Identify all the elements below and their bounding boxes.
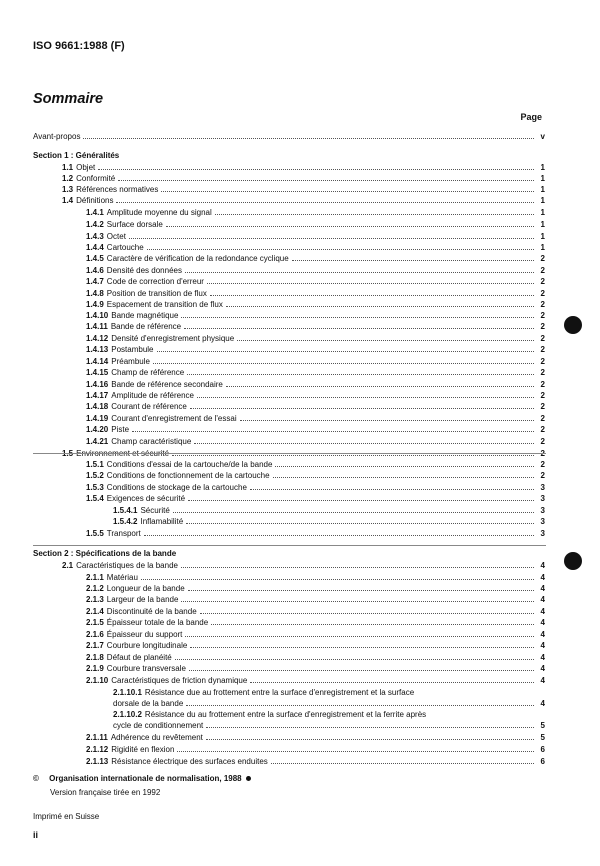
toc-entry-number: 1.5.4.2 xyxy=(113,517,138,526)
toc-entry xyxy=(113,505,545,516)
toc-entry-number: 1.4.2 xyxy=(86,220,104,229)
toc-entry xyxy=(86,640,545,651)
toc-entry xyxy=(113,709,545,720)
toc-entry xyxy=(86,288,545,299)
leader-dots xyxy=(211,624,534,625)
toc-entry-page: 2 xyxy=(540,289,545,298)
toc-entry-page: 2 xyxy=(540,334,545,343)
toc-entry xyxy=(86,629,545,640)
toc-entry-label: Densité des données xyxy=(106,266,182,275)
leader-dots xyxy=(226,386,534,387)
toc-entry-label: Adhérence du revêtement xyxy=(110,733,203,742)
leader-dots xyxy=(83,138,534,139)
toc-entry-number: 2.1.9 xyxy=(86,664,104,673)
leader-dots xyxy=(237,340,534,341)
toc-entry-page: 4 xyxy=(540,641,545,650)
toc-entry-label: Courant d'enregistrement de l'essai xyxy=(111,414,237,423)
toc-entry xyxy=(62,173,545,184)
leader-dots xyxy=(185,636,534,637)
copyright-line xyxy=(33,774,251,783)
toc-entry-number: 1.4 xyxy=(62,196,74,205)
leader-dots xyxy=(177,751,534,752)
toc-entry-label: Espacement de transition de flux xyxy=(106,300,223,309)
toc-entry-number: 2.1.10.2 xyxy=(113,710,142,719)
toc-entry-page: 4 xyxy=(540,653,545,662)
toc-entry-number: 1.5.2 xyxy=(86,471,104,480)
toc-entry-label: Position de transition de flux xyxy=(106,289,207,298)
toc-entry-number: 1.5 xyxy=(62,449,74,458)
toc-entry-number: 2.1.10 xyxy=(86,676,109,685)
toc-entry-page: 4 xyxy=(540,561,545,570)
toc-entry-label: Références normatives xyxy=(76,185,159,194)
toc-entry-number: 2.1.1 xyxy=(86,573,104,582)
toc-entry-number: 1.4.19 xyxy=(86,414,109,423)
toc-entry xyxy=(86,333,545,344)
toc-entry-page: 6 xyxy=(540,745,545,754)
toc-entry xyxy=(86,276,545,287)
toc-entry xyxy=(86,299,545,310)
toc-entry-label: Sécurité xyxy=(140,506,170,515)
toc-entry-page: 1 xyxy=(540,196,545,205)
bullet-icon xyxy=(246,776,251,781)
toc-entry-number: 1.5.5 xyxy=(86,529,104,538)
toc-entry-page: 4 xyxy=(540,676,545,685)
toc-entry xyxy=(86,231,545,242)
toc-entry-number: 1.4.6 xyxy=(86,266,104,275)
toc-entry-label: Conditions d'essai de la cartouche/de la bande xyxy=(106,460,273,469)
toc-entry-page: 1 xyxy=(540,232,545,241)
toc-entry-page: 3 xyxy=(540,517,545,526)
toc-entry-label: Matériau xyxy=(106,573,138,582)
toc-entry-label: Définitions xyxy=(76,196,114,205)
toc-entry-label: Exigences de sécurité xyxy=(106,494,186,503)
toc-entry-number: 1.5.3 xyxy=(86,483,104,492)
leader-dots xyxy=(181,567,534,568)
toc-entry-number: 2.1.6 xyxy=(86,630,104,639)
toc-entry xyxy=(86,470,545,481)
toc-entry-number: 1.4.8 xyxy=(86,289,104,298)
leader-dots xyxy=(147,249,534,250)
leader-dots xyxy=(184,328,534,329)
page-title: Sommaire xyxy=(33,91,104,107)
toc-entry-number: 1.5.4.1 xyxy=(113,506,138,515)
leader-dots xyxy=(153,363,534,364)
toc-entry-label: Caractère de vérification de la redondance cyclique xyxy=(106,254,289,263)
leader-dots xyxy=(206,727,534,728)
toc-entry xyxy=(86,379,545,390)
toc-entry-label: Courbure transversale xyxy=(106,664,186,673)
leader-dots xyxy=(186,523,534,524)
toc-entry-number: 2.1.5 xyxy=(86,618,104,627)
toc-entry xyxy=(86,207,545,218)
toc-entry-label: Champ de référence xyxy=(111,368,185,377)
toc-entry-number: 2.1.12 xyxy=(86,745,109,754)
toc-entry-label: Caractéristiques de friction dynamique xyxy=(111,676,248,685)
toc-entry xyxy=(33,548,545,559)
toc-entry-label: Préambule xyxy=(111,357,150,366)
toc-entry-label: Résistance du au frottement entre la surface d'enregistrement et la ferrite après xyxy=(144,710,427,719)
toc-entry-label: Inflamabilité xyxy=(140,517,184,526)
version-note: Version française tirée en 1992 xyxy=(50,788,161,797)
toc-entry-number: 2.1.11 xyxy=(86,733,108,742)
leader-dots xyxy=(144,535,534,536)
toc-entry xyxy=(86,390,545,401)
toc-entry-page: 2 xyxy=(540,300,545,309)
toc-entry xyxy=(86,732,545,743)
toc-entry-number: 2.1.7 xyxy=(86,641,104,650)
toc-entry-number: 1.4.17 xyxy=(86,391,109,400)
toc-entry xyxy=(86,606,545,617)
toc-entry-page: v xyxy=(540,132,545,141)
toc-entry-page: 4 xyxy=(540,607,545,616)
toc-entry-label: Piste xyxy=(111,425,130,434)
toc-entry-label: Surface dorsale xyxy=(106,220,163,229)
copyright-text: Organisation internationale de normalisation, 1988 xyxy=(49,774,242,783)
leader-dots xyxy=(194,443,534,444)
toc-entry-number: 1.4.21 xyxy=(86,437,109,446)
leader-dots xyxy=(175,659,534,660)
toc-entry-number: 1.1 xyxy=(62,163,74,172)
toc-entry-number: 2.1.3 xyxy=(86,595,104,604)
toc-entry xyxy=(62,184,545,195)
toc-entry-page: 2 xyxy=(540,414,545,423)
leader-dots xyxy=(187,374,534,375)
toc-entry-label: Courbure longitudinale xyxy=(106,641,188,650)
toc-entry-page: 1 xyxy=(540,174,545,183)
leader-dots xyxy=(129,238,534,239)
toc-entry-page: 2 xyxy=(540,471,545,480)
toc-entry-label: Défaut de planéité xyxy=(106,653,172,662)
toc-entry-label: Longueur de la bande xyxy=(106,584,185,593)
toc-entry-number: 1.4.16 xyxy=(86,380,109,389)
toc-entry xyxy=(113,516,545,527)
toc-entry xyxy=(113,687,545,698)
toc-entry-page: 2 xyxy=(540,357,545,366)
toc-entry-page: 2 xyxy=(540,368,545,377)
toc-entry-number: 1.4.11 xyxy=(86,322,108,331)
toc-entry-number: 2.1.10.1 xyxy=(113,688,142,697)
toc-entry-page: 2 xyxy=(540,266,545,275)
toc-entry-page: 6 xyxy=(540,757,545,766)
leader-dots xyxy=(116,202,534,203)
toc-entry xyxy=(86,413,545,424)
toc-entry-number: 1.4.12 xyxy=(86,334,109,343)
toc-entry xyxy=(62,162,545,173)
toc-entry-page: 4 xyxy=(540,699,545,708)
toc-entry-number: 1.4.14 xyxy=(86,357,109,366)
toc-entry-label: Avant-propos xyxy=(33,132,81,141)
leader-dots xyxy=(190,408,534,409)
toc-entry-label: Discontinuité de la bande xyxy=(106,607,197,616)
page-column-label: Page xyxy=(520,112,542,122)
toc-entry-number: 1.4.3 xyxy=(86,232,104,241)
leader-dots xyxy=(181,317,534,318)
leader-dots xyxy=(161,191,534,192)
leader-dots xyxy=(271,763,534,764)
toc-entry-label: Objet xyxy=(76,163,96,172)
toc-entry-label: Conditions de fonctionnement de la cartouche xyxy=(106,471,270,480)
toc-entry-label: Largeur de la bande xyxy=(106,595,179,604)
leader-dots xyxy=(185,272,534,273)
toc-entry-page: 1 xyxy=(540,163,545,172)
toc-entry xyxy=(86,242,545,253)
toc-entry-number: 1.4.13 xyxy=(86,345,109,354)
toc-entry-page: 4 xyxy=(540,618,545,627)
leader-dots xyxy=(189,670,534,671)
toc-entry-label: Bande de référence secondaire xyxy=(111,380,223,389)
toc-entry-page: 3 xyxy=(540,494,545,503)
toc-entry-label: Code de correction d'erreur xyxy=(106,277,204,286)
toc-entry-label: Amplitude moyenne du signal xyxy=(106,208,212,217)
toc-entry xyxy=(86,482,545,493)
toc-entry-number: 2.1 xyxy=(62,561,74,570)
toc-entry xyxy=(86,219,545,230)
toc-entry-number: 1.5.4 xyxy=(86,494,104,503)
toc-entry xyxy=(86,310,545,321)
toc-entry-page: 2 xyxy=(540,402,545,411)
toc-entry-label: Amplitude de référence xyxy=(111,391,194,400)
toc-entry xyxy=(86,436,545,447)
leader-dots xyxy=(207,283,534,284)
toc-entry xyxy=(86,253,545,264)
leader-dots xyxy=(186,705,534,706)
toc-entry-page: 4 xyxy=(540,664,545,673)
leader-dots xyxy=(141,579,534,580)
toc-entry xyxy=(33,150,545,161)
toc-entry-number: 2.1.2 xyxy=(86,584,104,593)
toc-entry-page: 4 xyxy=(540,573,545,582)
toc-entry xyxy=(113,698,545,709)
leader-dots xyxy=(132,431,534,432)
leader-dots xyxy=(226,306,534,307)
toc-entry xyxy=(86,594,545,605)
leader-dots xyxy=(118,180,534,181)
leader-dots xyxy=(210,295,534,296)
leader-dots xyxy=(172,455,534,456)
toc-entry-number: 2.1.13 xyxy=(86,757,109,766)
toc-entry-number: 1.4.1 xyxy=(86,208,104,217)
toc-entry-label: cycle de conditionnement xyxy=(113,721,204,730)
toc-entry xyxy=(86,265,545,276)
leader-dots xyxy=(98,169,534,170)
toc-entry-label: Conditions de stockage de la cartouche xyxy=(106,483,247,492)
leader-dots xyxy=(197,397,534,398)
toc-entry-label: Transport xyxy=(106,529,141,538)
toc-entry xyxy=(86,321,545,332)
toc-entry-label: Bande magnétique xyxy=(111,311,179,320)
toc-entry-page: 4 xyxy=(540,584,545,593)
toc-entry xyxy=(86,675,545,686)
toc-entry-page: 3 xyxy=(540,483,545,492)
leader-dots xyxy=(240,420,534,421)
toc-entry xyxy=(86,744,545,755)
leader-dots xyxy=(250,682,534,683)
leader-dots xyxy=(188,500,534,501)
toc-entry-label: Octet xyxy=(106,232,126,241)
toc-entry-page: 2 xyxy=(540,460,545,469)
toc-entry-page: 2 xyxy=(540,322,545,331)
toc-entry xyxy=(86,401,545,412)
toc-entry-label: Courant de référence xyxy=(111,402,187,411)
toc-entry-label: Postambule xyxy=(111,345,154,354)
toc-entry-page: 2 xyxy=(540,345,545,354)
section-separator xyxy=(33,545,546,546)
leader-dots xyxy=(206,739,534,740)
toc-entry-page: 5 xyxy=(540,721,545,730)
toc-entry-number: 1.2 xyxy=(62,174,74,183)
document-header: ISO 9661:1988 (F) xyxy=(33,40,125,52)
toc-entry-number: 1.4.18 xyxy=(86,402,109,411)
toc-entry-label: Rigidité en flexion xyxy=(111,745,175,754)
toc-entry-label: Épaisseur totale de la bande xyxy=(106,618,209,627)
margin-bullet-icon xyxy=(564,316,582,334)
toc-entry-label: Section 2 : Spécifications de la bande xyxy=(33,549,177,558)
toc-entry xyxy=(86,756,545,767)
section-separator xyxy=(33,453,546,454)
toc-entry-page: 2 xyxy=(540,254,545,263)
toc-entry-page: 1 xyxy=(540,220,545,229)
toc-entry xyxy=(86,572,545,583)
toc-entry-page: 2 xyxy=(540,391,545,400)
toc-entry xyxy=(86,459,545,470)
leader-dots xyxy=(273,477,534,478)
toc-entry-page: 1 xyxy=(540,243,545,252)
page-number: ii xyxy=(33,830,39,840)
leader-dots xyxy=(292,260,534,261)
toc-entry-number: 1.4.15 xyxy=(86,368,109,377)
leader-dots xyxy=(275,466,534,467)
toc-entry-number: 1.4.5 xyxy=(86,254,104,263)
toc-entry-label: Cartouche xyxy=(106,243,144,252)
leader-dots xyxy=(215,214,534,215)
toc-entry-label: Champ caractéristique xyxy=(111,437,192,446)
toc-entry-label: Conformité xyxy=(76,174,116,183)
toc-entry-label: Caractéristiques de la bande xyxy=(76,561,178,570)
toc-entry-page: 2 xyxy=(540,380,545,389)
leader-dots xyxy=(250,489,534,490)
toc-entry-label: Bande de référence xyxy=(110,322,182,331)
toc-entry-page: 5 xyxy=(540,733,545,742)
toc-entry xyxy=(86,356,545,367)
toc-entry xyxy=(86,617,545,628)
toc-entry-number: 1.4.4 xyxy=(86,243,104,252)
leader-dots xyxy=(200,613,534,614)
toc-entry-number: 1.4.9 xyxy=(86,300,104,309)
toc-entry-number: 1.3 xyxy=(62,185,74,194)
toc-entry-page: 3 xyxy=(540,529,545,538)
leader-dots xyxy=(166,226,534,227)
toc-entry-label: Section 1 : Généralités xyxy=(33,151,120,160)
toc-entry-number: 1.4.7 xyxy=(86,277,104,286)
toc-entry xyxy=(62,560,545,571)
toc-entry-page: 4 xyxy=(540,630,545,639)
toc-entry-label: Densité d'enregistrement physique xyxy=(111,334,235,343)
toc-entry-label: dorsale de la bande xyxy=(113,699,184,708)
toc-entry xyxy=(86,344,545,355)
toc-entry xyxy=(86,528,545,539)
leader-dots xyxy=(157,351,535,352)
leader-dots xyxy=(188,590,534,591)
toc-entry-number: 2.1.4 xyxy=(86,607,104,616)
toc-entry xyxy=(86,583,545,594)
toc-entry xyxy=(86,424,545,435)
toc-entry-label: Environnement et sécurité xyxy=(76,449,170,458)
toc-entry xyxy=(86,663,545,674)
leader-dots xyxy=(190,647,534,648)
toc-entry xyxy=(86,652,545,663)
toc-entry-page: 2 xyxy=(540,437,545,446)
toc-entry-page: 2 xyxy=(540,311,545,320)
margin-bullet-icon xyxy=(564,552,582,570)
toc-entry xyxy=(113,720,545,731)
toc-entry xyxy=(33,131,545,142)
printed-note: Imprimé en Suisse xyxy=(33,812,100,821)
copyright-symbol: © xyxy=(33,774,39,783)
toc-entry-page: 1 xyxy=(540,208,545,217)
toc-entry-page: 2 xyxy=(540,449,545,458)
toc-entry-page: 3 xyxy=(540,506,545,515)
toc-entry-page: 2 xyxy=(540,277,545,286)
leader-dots xyxy=(173,512,534,513)
toc-entry-number: 1.4.10 xyxy=(86,311,109,320)
toc-entry xyxy=(86,493,545,504)
leader-dots xyxy=(181,601,534,602)
toc-entry-page: 2 xyxy=(540,425,545,434)
toc-entry-label: Épaisseur du support xyxy=(106,630,183,639)
toc-entry xyxy=(62,195,545,206)
toc-entry-number: 2.1.8 xyxy=(86,653,104,662)
toc-entry-label: Résistance électrique des surfaces enduites xyxy=(111,757,268,766)
toc-entry-number: 1.5.1 xyxy=(86,460,104,469)
toc-entry-page: 4 xyxy=(540,595,545,604)
toc-entry-label: Résistance due au frottement entre la surface d'enregistrement et la surface xyxy=(144,688,415,697)
toc-entry xyxy=(86,367,545,378)
toc-entry-number: 1.4.20 xyxy=(86,425,109,434)
toc-entry-page: 1 xyxy=(540,185,545,194)
